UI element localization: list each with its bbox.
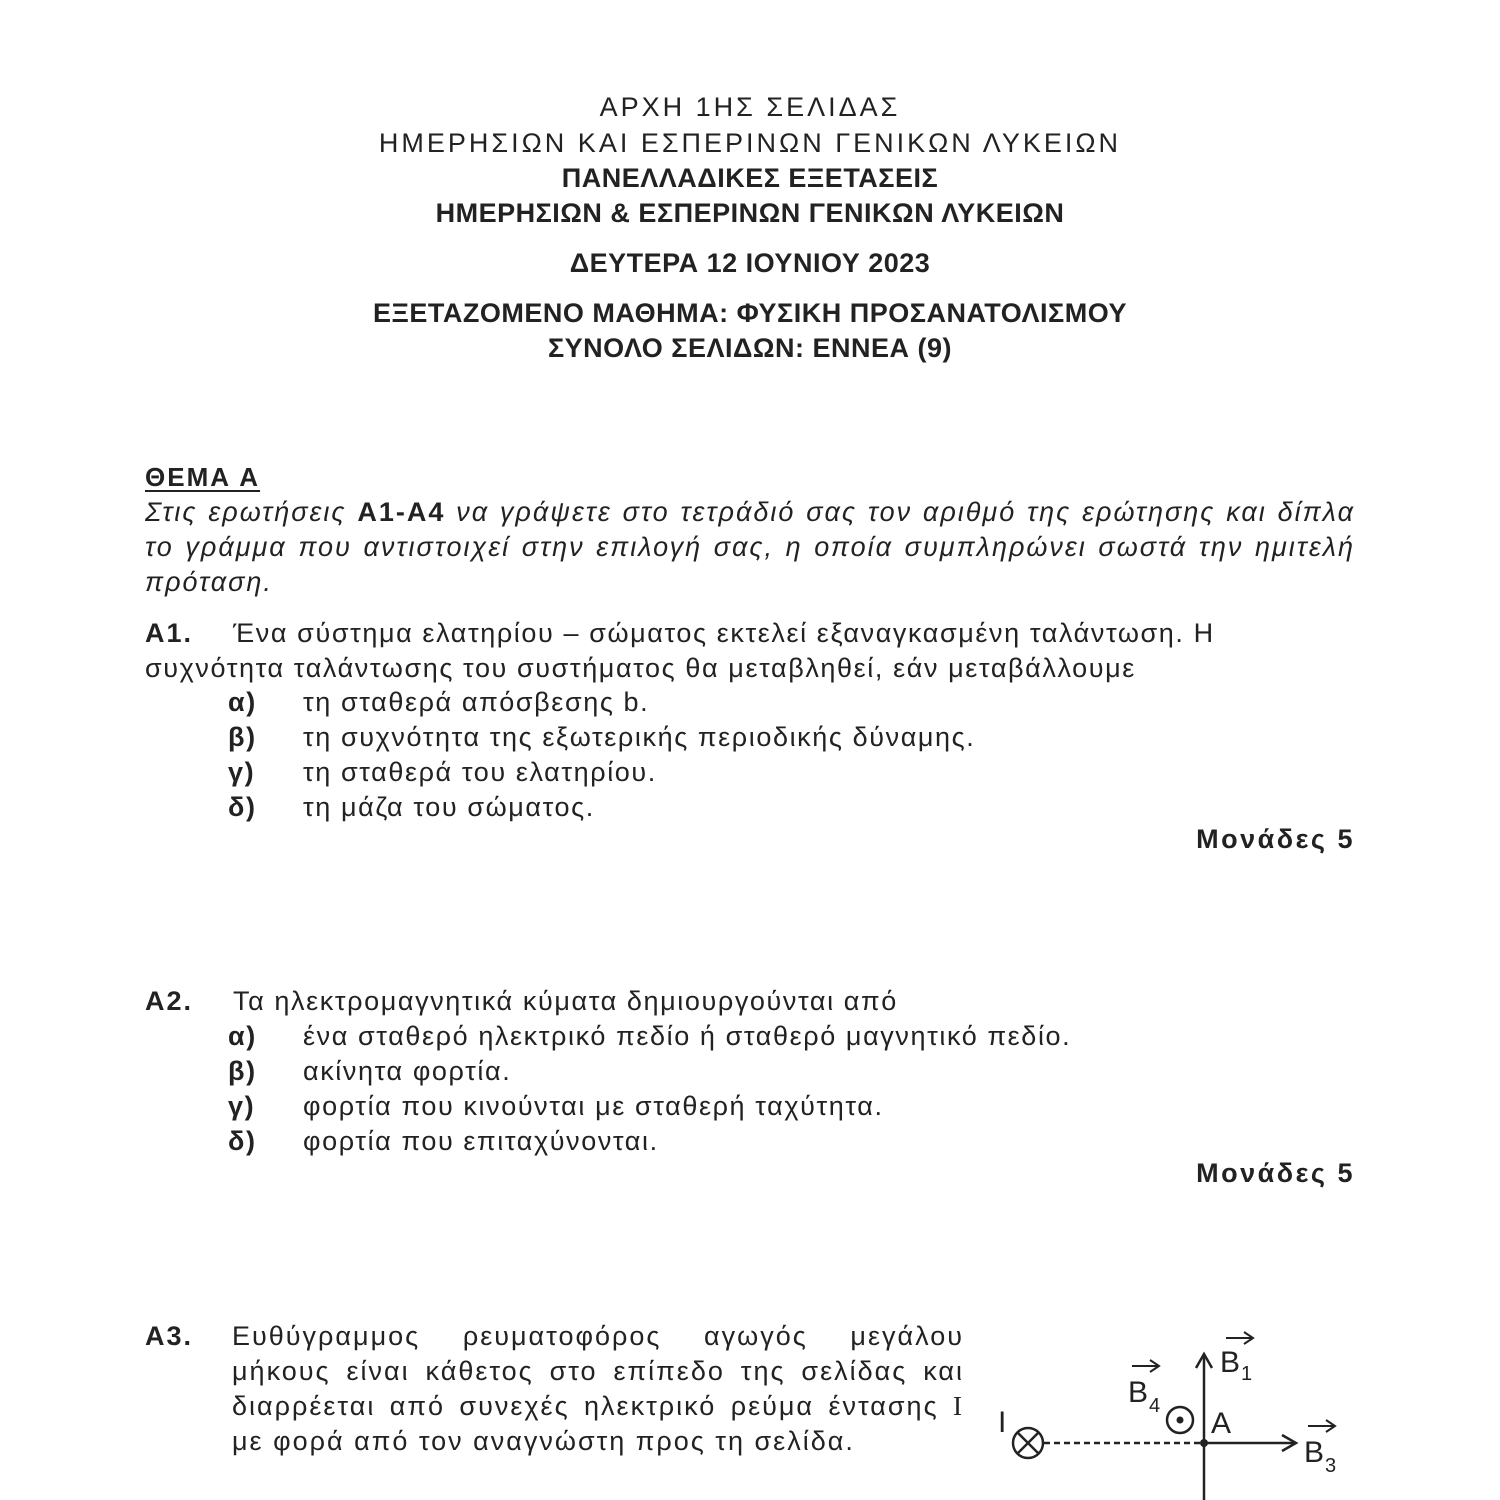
exam-date: ΔΕΥΤΕΡΑ 12 ΙΟΥΝΙΟΥ 2023 xyxy=(569,248,931,278)
option-a: α) ένα σταθερό ηλεκτρικό πεδίο ή σταθερό μαγνητικό πεδίο. xyxy=(228,1021,1072,1051)
question-stem: Τα ηλεκτρομαγνητικά κύματα δημιουργούνται από xyxy=(233,986,898,1016)
exam-title: ΠΑΝΕΛΛΑΔΙΚΕΣ ΕΞΕΤΑΣΕΙΣ xyxy=(561,163,939,193)
question-a1 xyxy=(145,616,1355,686)
section-title: ΘΕΜΑ Α xyxy=(145,462,261,492)
option-c: γ) τη σταθερά του ελατηρίου. xyxy=(228,757,657,787)
current-label: I xyxy=(998,1406,1007,1439)
svg-text:B: B xyxy=(1128,1376,1149,1409)
b1-label xyxy=(1220,1332,1253,1385)
option-d: δ) τη μάζα του σώματος. xyxy=(228,792,595,822)
svg-text:B: B xyxy=(1304,1436,1325,1469)
svg-text:B: B xyxy=(1220,1346,1241,1379)
question-number: Α2. xyxy=(145,986,194,1016)
option-a: α) τη σταθερά απόσβεσης b. xyxy=(228,687,650,717)
option-b: β) τη συχνότητα της εξωτερικής περιοδικής δύναμης. xyxy=(228,722,976,752)
exam-subtitle: ΗΜΕΡΗΣΙΩΝ & ΕΣΠΕΡΙΝΩΝ ΓΕΝΙΚΩΝ ΛΥΚΕΙΩΝ xyxy=(435,198,1065,228)
page-header-schools: ΗΜΕΡΗΣΙΩΝ ΚΑΙ ΕΣΠΕΡΙΝΩΝ ΓΕΝΙΚΩΝ ΛΥΚΕΙΩΝ xyxy=(378,128,1122,158)
marks-label: Μονάδες 5 xyxy=(1196,824,1355,854)
question-number: Α3. xyxy=(145,1321,194,1351)
marks-label: Μονάδες 5 xyxy=(1196,1158,1355,1188)
exam-total-pages: ΣΥΝΟΛΟ ΣΕΛΙΔΩΝ: ΕΝΝΕΑ (9) xyxy=(547,333,953,363)
point-a-label: A xyxy=(1211,1407,1232,1440)
conductor-into-page-icon xyxy=(1013,1428,1043,1458)
svg-text:1: 1 xyxy=(1241,1363,1253,1385)
magnetic-field-diagram xyxy=(980,1320,1380,1500)
option-d: δ) φορτία που επιταχύνονται. xyxy=(228,1126,659,1156)
out-of-page-icon xyxy=(1167,1407,1193,1433)
exam-subject: ΕΞΕΤΑΖΟΜΕΝΟ ΜΑΘΗΜΑ: ΦΥΣΙΚΗ ΠΡΟΣΑΝΑΤΟΛΙΣΜΟΥ xyxy=(373,298,1127,328)
b3-label xyxy=(1304,1420,1336,1477)
svg-text:4: 4 xyxy=(1149,1395,1161,1417)
section-instructions: Στις ερωτήσεις Α1-Α4 να γράψετε στο τετράδιό σας τον αριθμό της ερώτησης και δίπλα το γράμμα που αντιστοιχεί στην επιλογή σας, η οποία συμπληρώνει σωστά την ημιτελή πρόταση. xyxy=(145,497,1355,597)
page-header-page-number: ΑΡΧΗ 1ΗΣ ΣΕΛΙΔΑΣ xyxy=(599,92,901,122)
b4-label xyxy=(1128,1360,1160,1417)
option-b: β) ακίνητα φορτία. xyxy=(228,1056,512,1086)
question-stem: Ένα σύστημα ελατηρίου – σώματος εκτελεί εξαναγκασμένη ταλάντωση. Η συχνότητα ταλάντωσης του συστήματος θα μεταβληθεί, εάν μεταβάλλουμε xyxy=(145,618,1215,683)
svg-text:3: 3 xyxy=(1325,1455,1337,1477)
question-a2 xyxy=(145,984,1355,1019)
question-a3-stem: Ευθύγραμμος ρευματοφόρος αγωγός μεγάλου μήκους είναι κάθετος στο επίπεδο της σελίδας και διαρρέεται από συνεχές ηλεκτρικό ρεύμα έντασης I με φορά από τον αναγνώστη προς τη σελίδα. xyxy=(232,1321,964,1456)
question-number: Α1. xyxy=(145,618,194,648)
option-c: γ) φορτία που κινούνται με σταθερή ταχύτητα. xyxy=(228,1091,884,1121)
